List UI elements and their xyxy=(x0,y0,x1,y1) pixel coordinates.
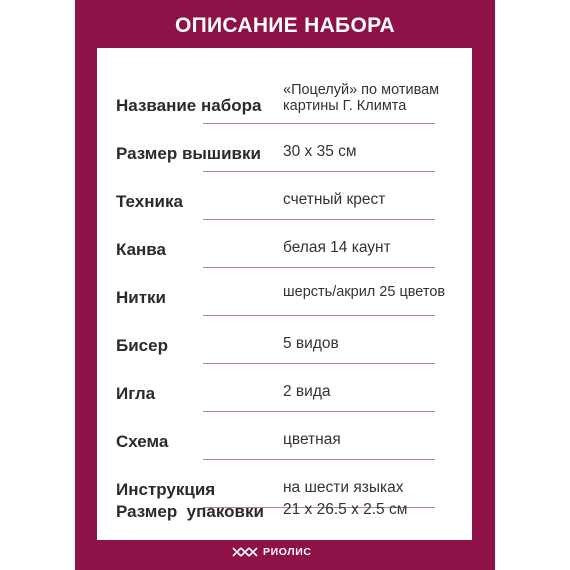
row-label: Размер упаковки xyxy=(116,502,264,521)
row-value: 30 х 35 см xyxy=(283,143,357,160)
brand-name: РИОЛИС xyxy=(263,546,312,558)
row-label: Игла xyxy=(116,384,156,403)
row-value: белая 14 каунт xyxy=(283,239,391,256)
row-package-size xyxy=(97,486,472,532)
row-label: Нитки xyxy=(116,288,167,307)
row-value: «Поцелуй» по мотивам картины Г. Климта xyxy=(283,82,440,114)
row-label: Схема xyxy=(116,432,169,451)
page-title: ОПИСАНИЕ НАБОРА xyxy=(174,14,396,37)
description-card xyxy=(97,48,472,540)
row-label: Канва xyxy=(116,240,166,259)
row-value: 5 видов xyxy=(283,335,339,352)
rioli-logo-icon xyxy=(232,547,258,557)
row-scheme xyxy=(97,412,472,460)
row-value: 21 х 26.5 х 2.5 см xyxy=(283,501,408,518)
row-canvas xyxy=(97,220,472,268)
row-technique xyxy=(97,172,472,220)
row-label: Техника xyxy=(116,192,183,211)
row-beads xyxy=(97,316,472,364)
row-value: на шести языках xyxy=(283,479,404,496)
row-set-name xyxy=(97,76,472,124)
row-embroidery-size xyxy=(97,124,472,172)
row-value: цветная xyxy=(283,431,341,448)
row-threads xyxy=(97,268,472,316)
row-value: шерсть/акрил 25 цветов xyxy=(283,284,446,300)
row-needle xyxy=(97,364,472,412)
row-label: Бисер xyxy=(116,336,168,355)
row-label: Инструкция xyxy=(116,480,216,499)
brand-logo xyxy=(232,545,312,559)
row-label: Название набора xyxy=(116,96,262,115)
row-value: 2 вида xyxy=(283,383,331,400)
row-value: счетный крест xyxy=(283,191,386,208)
row-label: Размер вышивки xyxy=(116,144,261,163)
